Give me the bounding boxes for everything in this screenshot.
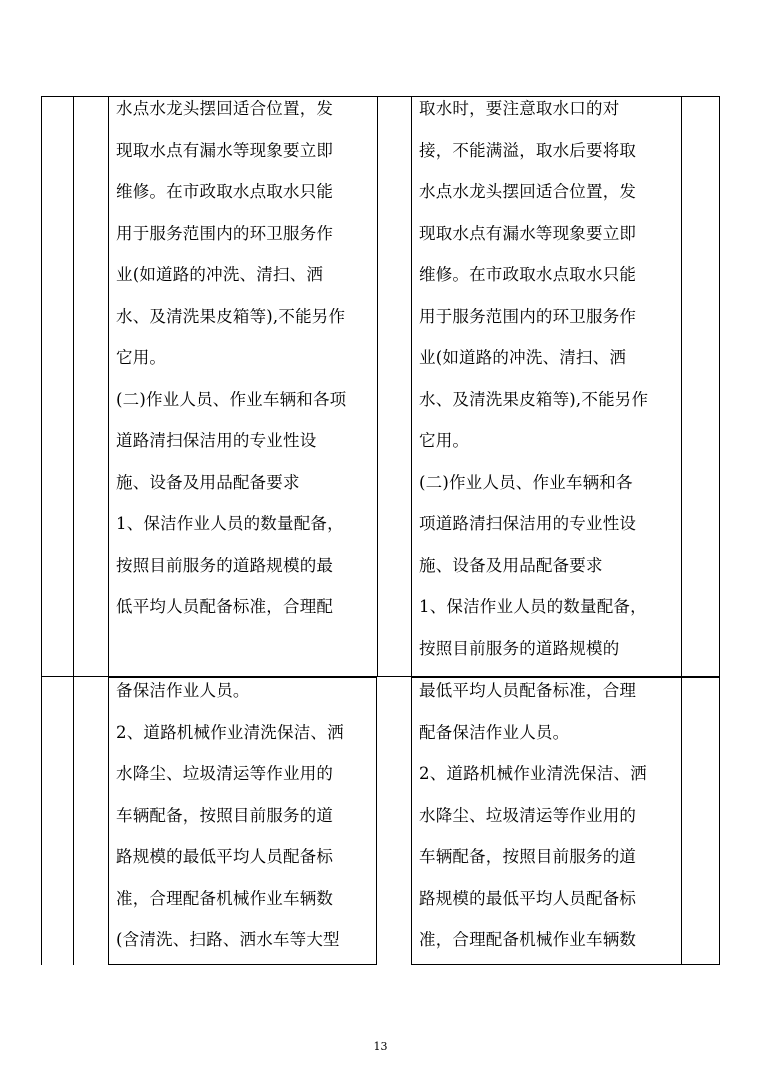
table2-left-text: [116, 670, 344, 961]
text-line: 现取水点有漏水等现象要立即: [116, 140, 334, 160]
text-line: 1、保洁作业人员的数量配备，: [116, 514, 344, 533]
table1-col-line: [719, 96, 720, 677]
table1-right-text: [419, 88, 648, 669]
text-line: 准，合理配备机械作业车辆数: [116, 888, 334, 908]
table1-col-line: [681, 96, 682, 677]
text-line: 它用。: [419, 431, 470, 450]
table1-left-text: [116, 88, 346, 628]
text-line: 维修。在市政取水点取水只能: [116, 182, 334, 201]
text-line: (二)作业人员、作业车辆和各项: [116, 389, 347, 409]
text-line: 现取水点有漏水等现象要立即: [419, 223, 637, 243]
table2-col-line: [108, 677, 109, 965]
table1-col-line: [73, 96, 74, 677]
text-line: 取水时，要注意取水口的对: [419, 99, 620, 118]
text-line: 用于服务范围内的环卫服务作: [116, 223, 334, 243]
text-line: 水点水龙头摆回适合位置，发: [419, 182, 637, 201]
text-line: 按照目前服务的道路规模的: [419, 638, 620, 658]
text-line: 接，不能满溢，取水后要将取: [419, 140, 637, 160]
text-line: (二)作业人员、作业车辆和各: [419, 472, 633, 492]
text-line: 配备保洁作业人员。: [419, 722, 570, 742]
text-line: 维修。在市政取水点取水只能: [419, 265, 637, 284]
table1-col-line: [108, 96, 109, 677]
text-line: 备保洁作业人员。: [116, 681, 250, 700]
table1-col-line: [377, 96, 378, 677]
text-line: 1、保洁作业人员的数量配备，: [419, 597, 647, 616]
text-line: 水降尘、垃圾清运等作业用的: [419, 805, 637, 825]
text-line: 业(如道路的冲洗、清扫、洒: [419, 348, 627, 367]
table2-col-line: [681, 677, 682, 965]
text-line: 道路清扫保洁用的专业性设: [116, 431, 317, 450]
text-line: 路规模的最低平均人员配备标: [116, 847, 334, 866]
text-line: 水、及清洗果皮箱等),不能另作: [116, 306, 346, 326]
text-line: 施、设备及用品配备要求: [419, 555, 603, 575]
table1-col-line: [41, 96, 42, 677]
text-line: 2、道路机械作业清洗保洁、洒: [116, 722, 344, 742]
text-line: 水降尘、垃圾清运等作业用的: [116, 764, 334, 783]
text-line: 准，合理配备机械作业车辆数: [419, 930, 637, 949]
text-line: 按照目前服务的道路规模的最: [116, 555, 334, 575]
page-number: 13: [373, 1040, 388, 1053]
text-line: 2、道路机械作业清洗保洁、洒: [419, 764, 647, 783]
text-line: 水点水龙头摆回适合位置，发: [116, 99, 334, 118]
text-line: 路规模的最低平均人员配备标: [419, 888, 637, 908]
table2-right-text: [419, 670, 647, 961]
text-line: 最低平均人员配备标准，合理: [419, 681, 637, 700]
text-line: 项道路清扫保洁用的专业性设: [419, 514, 637, 533]
table1-col-line: [411, 96, 412, 677]
table2-col-line: [719, 677, 720, 965]
text-line: 车辆配备，按照目前服务的道: [116, 805, 334, 825]
text-line: 水、及清洗果皮箱等),不能另作: [419, 389, 649, 409]
text-line: 施、设备及用品配备要求: [116, 472, 300, 492]
table2-col-line: [73, 677, 74, 965]
text-line: 业(如道路的冲洗、清扫、洒: [116, 265, 324, 284]
table2-bottom-border: [411, 964, 720, 965]
text-line: 车辆配备，按照目前服务的道: [419, 847, 637, 866]
text-line: 低平均人员配备标准，合理配: [116, 597, 334, 616]
table2-col-line: [376, 677, 377, 965]
table2-col-line: [41, 677, 42, 965]
text-line: 用于服务范围内的环卫服务作: [419, 306, 637, 326]
table2-bottom-border: [108, 964, 377, 965]
text-line: (含清洗、扫路、洒水车等大型: [116, 930, 340, 949]
text-line: 它用。: [116, 348, 167, 367]
table2-col-line: [411, 677, 412, 965]
